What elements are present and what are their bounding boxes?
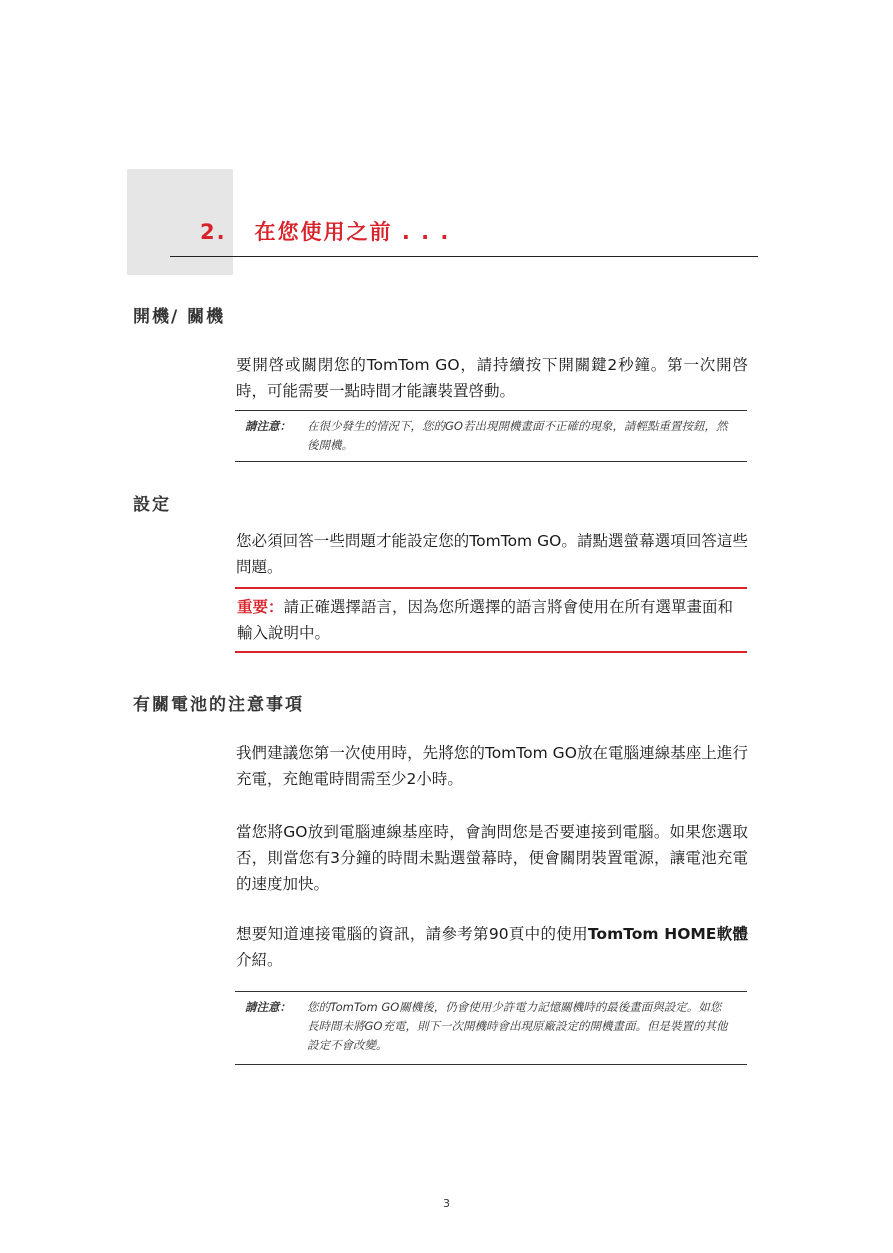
page-number: 3: [443, 1197, 450, 1210]
chapter-number: 2.: [200, 220, 227, 244]
chapter-title-text: 在您使用之前 . . .: [254, 220, 451, 244]
para3-bold: TomTom HOME軟體: [587, 925, 749, 943]
important-label: 重要：: [237, 598, 284, 616]
note-label: 請注意：: [245, 419, 291, 433]
important-text: 請正確選擇語言，因為您所選擇的語言將會使用在所有選單畫面和輸入說明中。: [237, 598, 734, 642]
para3-prefix: 想要知道連接電腦的資訊，請參考第90頁中的使用: [236, 925, 588, 943]
battery-paragraph-2: 當您將GO放到電腦連線基座時，會詢問您是否要連接到電腦。如果您選取否，則當您有3分鐘的時間未點選螢幕時，便會關閉裝置電源，讓電池充電的速度加快。: [236, 823, 748, 893]
chapter-title: [200, 216, 450, 246]
setup-paragraph: 您必須回答一些問題才能設定您的TomTom GO。請點選螢幕選項回答這些問題。: [236, 532, 748, 576]
section-heading-battery: 有關電池的注意事項: [133, 695, 304, 715]
para3-suffix: 介紹。: [236, 951, 283, 969]
power-paragraph: 要開啓或關閉您的TomTom GO，請持續按下開關鍵2秒鐘。第一次開啓時，可能需要一點時間才能讓裝置啓動。: [236, 356, 748, 400]
note-text: 您的TomTom GO關機後，仍會使用少許電力記憶關機時的最後畫面與設定。如您長時間未將GO充電，則下一次開機時會出現原廠設定的開機畫面。但是裝置的其他設定不會改變。: [307, 1000, 728, 1052]
battery-note: [235, 991, 747, 1065]
power-note: [235, 410, 747, 462]
battery-paragraph-1: 我們建議您第一次使用時，先將您的TomTom GO放在電腦連線基座上進行充電，充飽電時間需至少2小時。: [236, 744, 748, 788]
important-callout: [235, 587, 747, 653]
chapter-divider: [170, 256, 758, 257]
battery-paragraph-3: [236, 921, 748, 973]
section-heading-power: 開機/ 關機: [133, 307, 226, 327]
section-heading-setup: 設定: [133, 495, 171, 515]
note-label: 請注意：: [245, 1000, 291, 1014]
note-text: 在很少發生的情況下，您的GO若出現開機畫面不正確的現象，請輕點重置按鈕，然後開機。: [307, 419, 728, 452]
